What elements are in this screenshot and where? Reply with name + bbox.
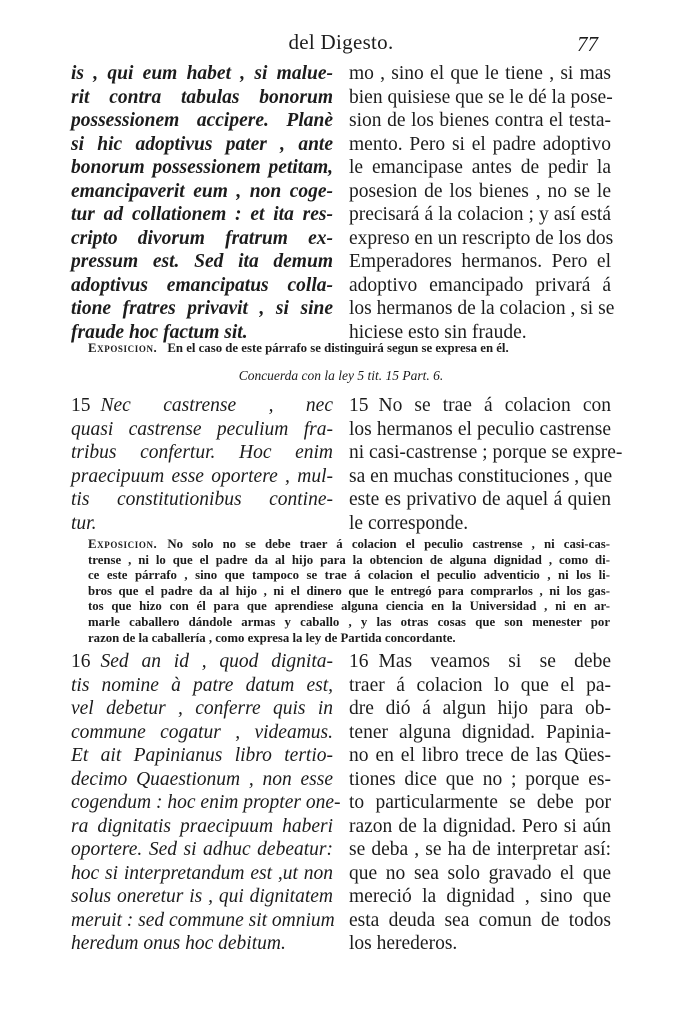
exposicion-label: Exposicion.	[88, 537, 158, 551]
latin-line: Et ait Papinianus libro tertio-	[71, 745, 333, 766]
exposicion-text: En el caso de este párrafo se distinguirá segun se expresa en él.	[167, 341, 509, 355]
latin-line: adoptivus emancipatus colla-	[71, 274, 333, 296]
spanish-line: Emperadores hermanos. Pero el	[349, 251, 611, 272]
exposicion-line: bros que el padre da al hijo , ni el dinero que le entregó para comprarlos , ni los gas-	[88, 583, 610, 598]
exposicion-label: Exposicion.	[88, 341, 158, 355]
spanish-column-block-2	[349, 394, 623, 535]
spanish-line: to particularmente se debe por	[349, 792, 611, 813]
spanish-line: hiciese esto sin fraude.	[349, 321, 527, 343]
page-number: 77	[577, 32, 598, 56]
paragraph-number: 16	[71, 651, 91, 672]
spanish-line: ni casi-castrense ; porque se expre-	[349, 442, 623, 463]
latin-line: ra dignitatis praecipuum haberi	[71, 815, 333, 837]
exposicion-line: ce este párrafo , sino que tampoco se trae á colacion el peculio adventicio , ni los li-	[88, 568, 610, 583]
latin-column-block-1	[71, 62, 333, 344]
latin-line: pressum est. Sed ita demum	[71, 251, 333, 272]
latin-line: Nec castrense , nec	[100, 395, 333, 416]
latin-line: heredum onus hoc debitum.	[71, 933, 286, 954]
spanish-line: los hermanos de la colacion , si se	[349, 298, 615, 319]
running-head	[0, 30, 682, 58]
paragraph-number: 15	[349, 395, 369, 416]
latin-line: possessionem accipere. Planè	[71, 110, 333, 131]
latin-line: tur.	[71, 512, 97, 534]
spanish-line: le corresponde.	[349, 512, 469, 534]
latin-line: vel debetur , conferre quis in	[71, 698, 333, 719]
spanish-line: le emancipase antes de pedir la	[349, 157, 611, 178]
spanish-line: No se trae á colacion con	[378, 395, 611, 416]
latin-line: hoc si interpretandum est ,ut non	[71, 862, 333, 884]
latin-line: tur ad collationem : et ita res-	[71, 204, 333, 225]
exposicion-line: trense , ni lo que el padre da al hijo para la obtencion de alguna dignidad , como di-	[88, 552, 610, 567]
latin-column-block-3	[71, 650, 341, 956]
spanish-line: traer á colacion lo que el pa-	[349, 674, 611, 696]
latin-line: solus oneretur is , qui dignitatem	[71, 886, 333, 907]
latin-line: rit contra tabulas bonorum	[71, 86, 333, 108]
spanish-line: tener alguna dignidad. Papinia-	[349, 721, 611, 743]
spanish-column-block-3	[349, 650, 611, 956]
spanish-line: se deba , se ha de interpretar así:	[349, 839, 611, 860]
latin-line: commune cogatur , videamus.	[71, 721, 333, 743]
spanish-line: adoptivo emancipado privará á	[349, 274, 611, 296]
latin-line: tis constitutionibus contine-	[71, 489, 333, 510]
latin-line: emancipaverit eum , non coge-	[71, 180, 333, 202]
latin-line: Sed an id , quod dignita-	[100, 651, 333, 672]
latin-line: oportere. Sed si adhuc debeatur:	[71, 839, 333, 860]
exposicion-line: razon de la caballería , como expresa la ley de Partida concordante.	[88, 630, 456, 645]
exposicion-line: tos que hizo con él para que aprendiese alguna ciencia en la Universidad , ni en ar-	[88, 599, 610, 614]
spanish-column-block-1	[349, 62, 615, 344]
paragraph-number: 15	[71, 395, 91, 416]
latin-line: meruit : sed commune sit omnium	[71, 909, 335, 931]
spanish-line: tiones dice que no ; porque es-	[349, 768, 611, 790]
spanish-line: expreso en un rescripto de los dos	[349, 227, 614, 249]
spanish-line: los hermanos el peculio castrense	[349, 418, 611, 440]
latin-column-block-2	[71, 394, 333, 535]
spanish-line: bien quisiese que se le dé la pose-	[349, 86, 613, 108]
latin-line: is , qui eum habet , si malue-	[71, 63, 333, 84]
spanish-line: mento. Pero si el padre adoptivo	[349, 133, 611, 155]
spanish-line: esta deuda sea comun de todos	[349, 909, 611, 931]
spanish-line: posesion de los bienes , no se le	[349, 180, 611, 202]
spanish-line: Mas veamos si se debe	[378, 651, 611, 672]
spanish-line: precisará á la colacion ; y así está	[349, 204, 611, 225]
exposicion-line: marle caballero dándole armas y caballo , y las otras cosas que son menester por	[88, 614, 610, 629]
latin-line: tribus confertur. Hoc enim	[71, 442, 333, 463]
spanish-line: los herederos.	[349, 933, 458, 954]
spanish-line: mereció la dignidad , sino que	[349, 886, 611, 907]
spanish-line: sion de los bienes contra el testa-	[349, 110, 611, 131]
running-title: del Digesto.	[288, 30, 394, 54]
latin-line: praecipuum esse oportere , mul-	[71, 465, 333, 487]
exposicion-note-2	[88, 537, 610, 646]
spanish-line: que no sea solo gravado el que	[349, 862, 611, 884]
latin-line: cogendum : hoc enim propter one-	[71, 792, 341, 813]
spanish-line: dre dió á algun hijo para ob-	[349, 698, 611, 719]
latin-line: si hic adoptivus pater , ante	[71, 133, 333, 155]
latin-line: cripto divorum fratrum ex-	[71, 227, 333, 249]
spanish-line: este es privativo de aquel á quien	[349, 489, 611, 510]
exposicion-line: No solo no se debe traer á colacion el peculio castrense , ni casi-cas-	[167, 537, 610, 551]
concordance-note: Concuerda con la ley 5 tit. 15 Part. 6.	[238, 368, 444, 383]
latin-line: tione fratres privavit , si sine	[71, 298, 333, 319]
paragraph-number: 16	[349, 651, 369, 672]
latin-line: bonorum possessionem petitam,	[71, 157, 333, 178]
latin-line: fraude hoc factum sit.	[71, 321, 248, 343]
spanish-line: mo , sino el que le tiene , si mas	[349, 63, 611, 84]
spanish-line: no en el libro trece de las Qües-	[349, 745, 611, 766]
latin-line: tis nomine à patre datum est,	[71, 674, 333, 696]
exposicion-note-1	[88, 341, 610, 357]
spanish-line: razon de la dignidad. Pero si aún	[349, 815, 611, 837]
spanish-line: sa en muchas constituciones , que	[349, 465, 613, 487]
latin-line: quasi castrense peculium fra-	[71, 418, 333, 440]
latin-line: decimo Quaestionum , non esse	[71, 768, 333, 790]
